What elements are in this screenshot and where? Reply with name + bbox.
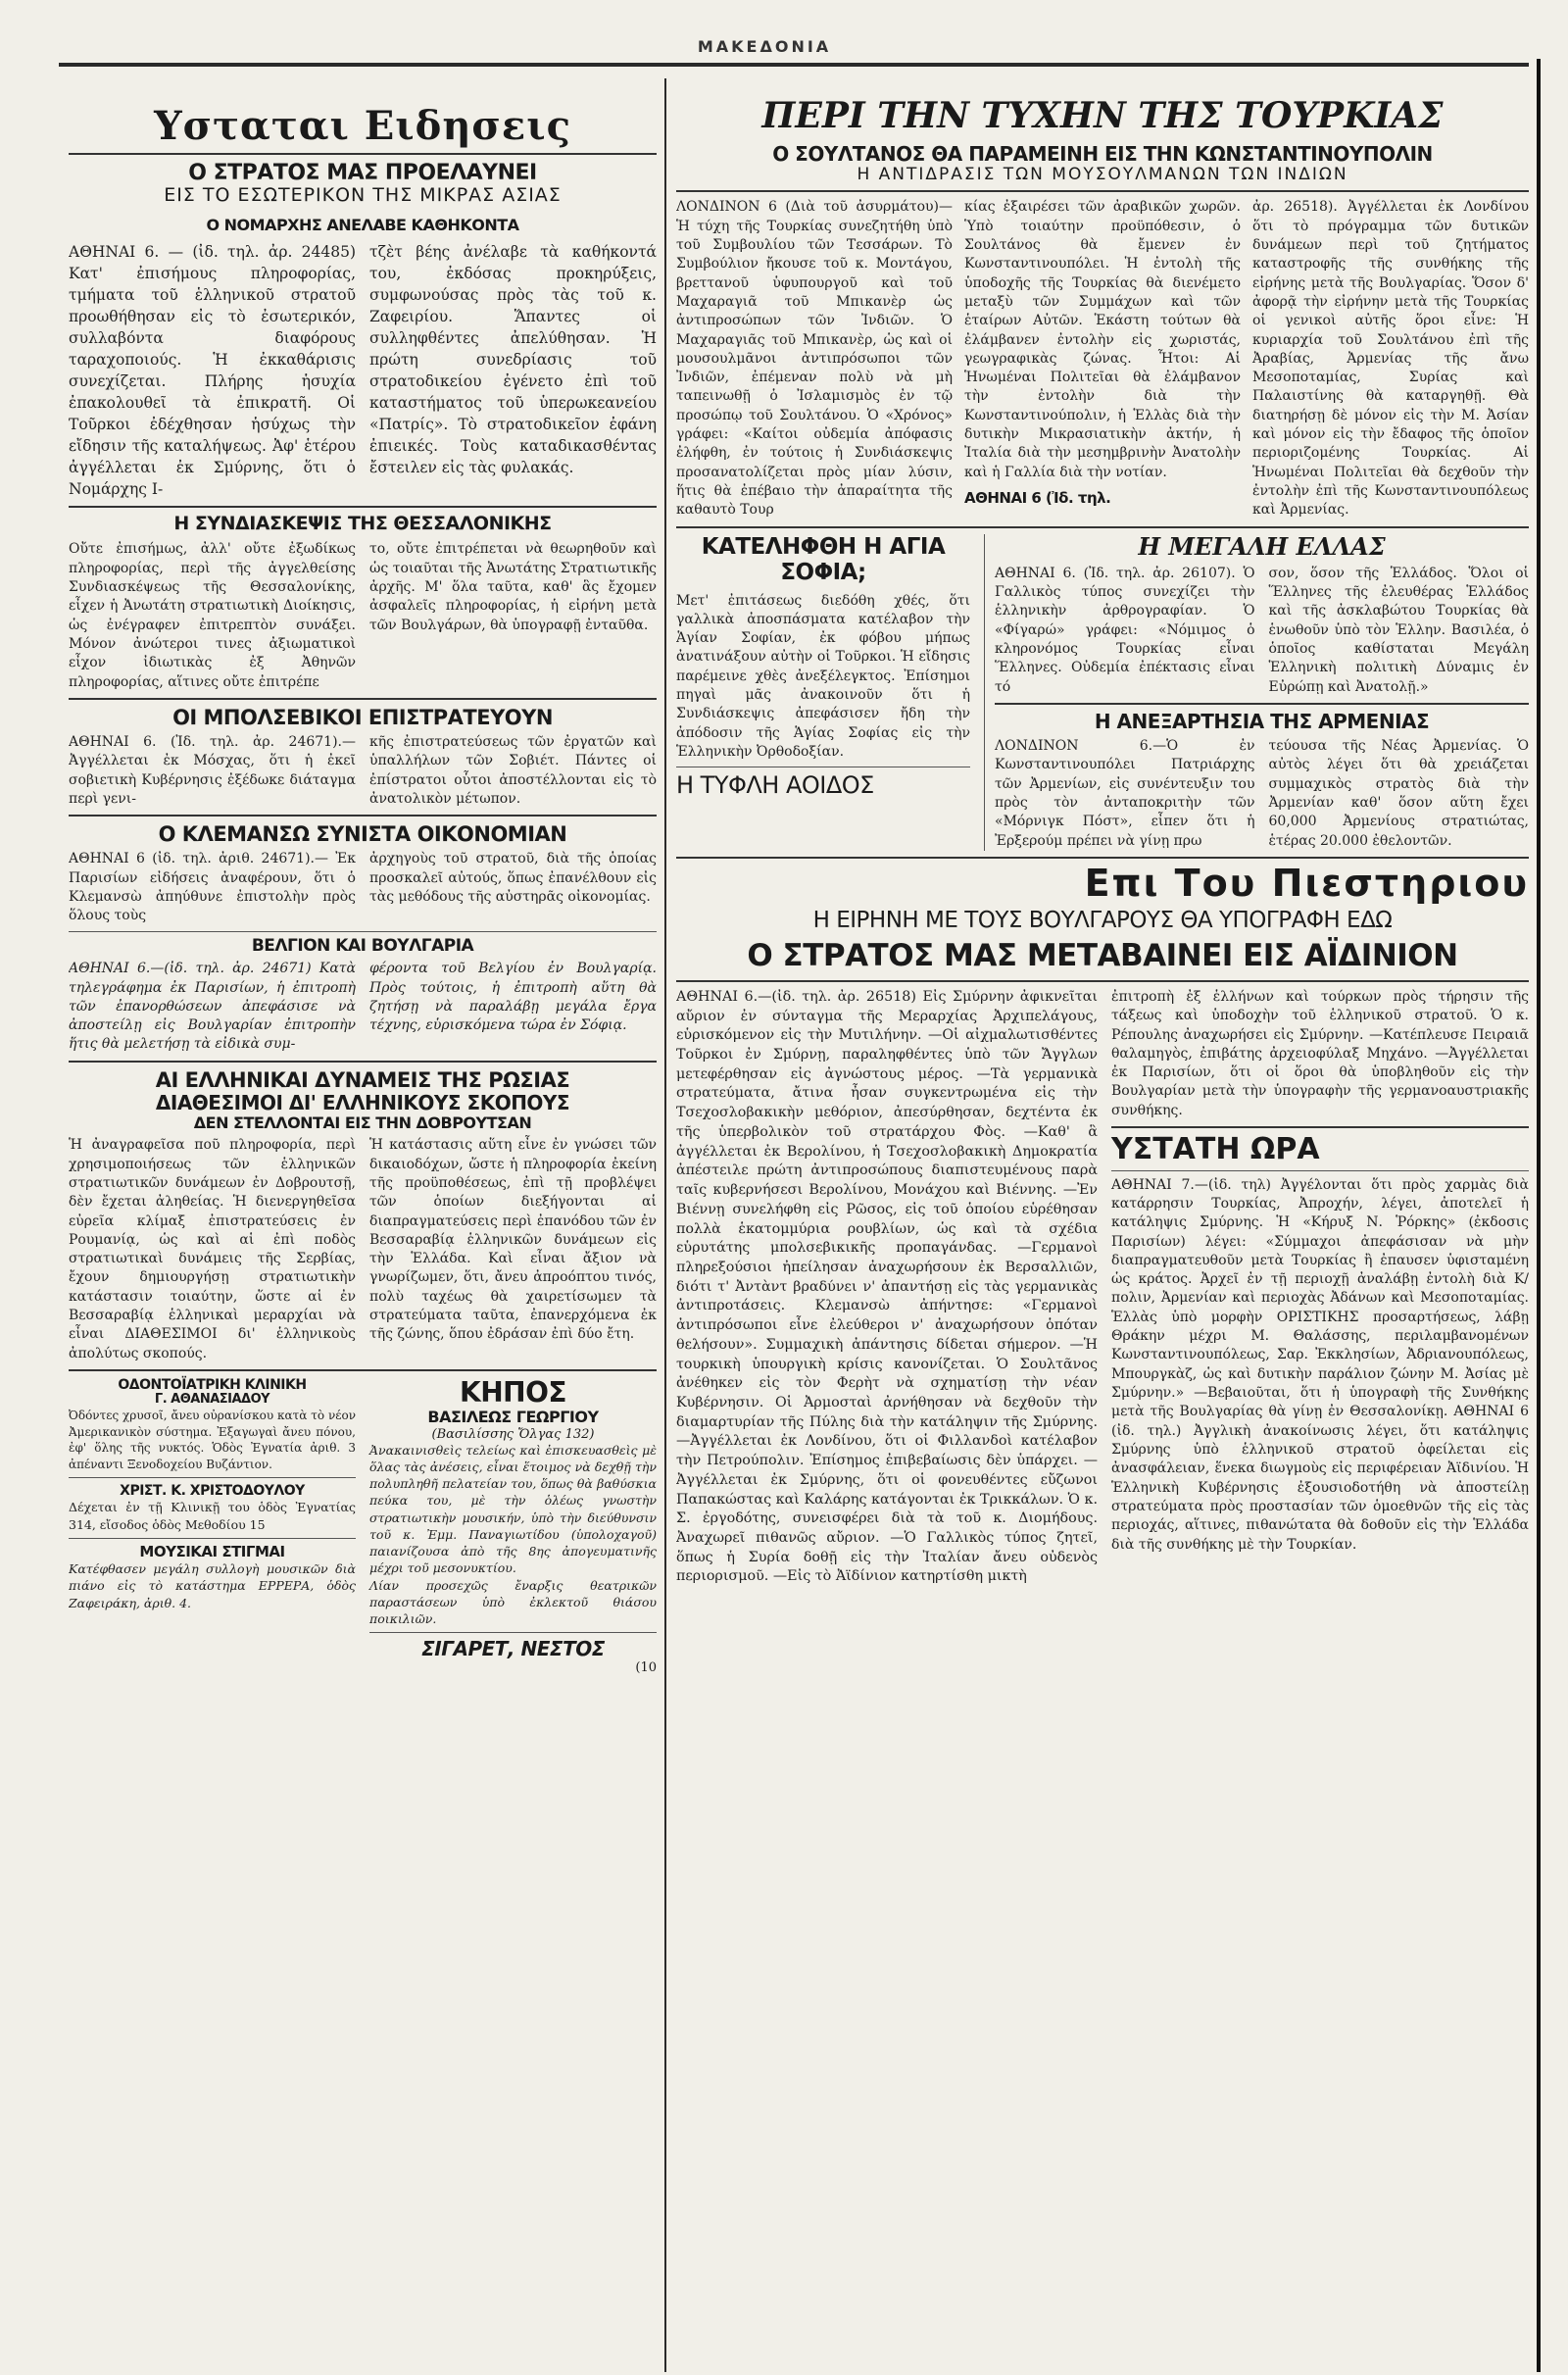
salonica-title: Η ΣΥΝΔΙΑΣΚΕΨΙΣ ΤΗΣ ΘΕΣΣΑΛΟΝΙΚΗΣ (173, 512, 552, 534)
clemenceau-col1: ΑΘΗΝΑΙ 6 (ἰδ. τηλ. ἀριθ. 24671).— Ἐκ Παρισίων εἰδήσεις ἀναφέρουν, ὅτι ὁ Κλεμανσὼ ἀπηύθυνε ἐπιστολὴν πρὸς ὅλους τοὺς (69, 851, 356, 924)
rule (69, 1369, 657, 1371)
rule (69, 815, 657, 816)
rule (69, 931, 657, 932)
column-divider (664, 78, 666, 2372)
mid-section (676, 531, 1529, 851)
bolshevik-article (69, 733, 657, 809)
salonica-col1: Οὔτε ἐπισήμως, ἀλλ' οὔτε ἐξωδίκως πληροφορίας, περὶ τῆς ἀγγελθείσης Συνδιασκέψεως τῆς Θεσσαλονίκης, εἶχεν ἡ Ἀνωτάτη στρατιωτικὴ Διοίκησις, ὡς ἐνέγραφεν ἐπιτρεπτὸν συνάξει. Μόνον ἀνώτεροι τινες ἀξιωματικοὶ εἶχον ἰδιωτικὰς ἐξ Ἀθηνῶν πληροφορίας, αἵτινες οὔτε ἐπιτρέπε (69, 541, 356, 690)
nomarch-col2: τζὲτ βέης ἀνέλαβε τὰ καθήκοντά του, ἐκδόσας προκηρύξεις, συμφωνούσας πρὸς τὰς τοῦ κ. Ζαφειρίου. Ἅπαντες οἱ συλληφθέντες ἀπελύθησαν. Ἡ πρώτη συνεδρίασις τοῦ στρατοδικείου ἐγένετο ἐπὶ τοῦ καταστήματος τοῦ ὑπερωκεανείου «Πατρίς». Τὸ στρατοδικεῖον ἐφάνη ἐπιεικές. Τοὺς καταδικασθέντας ἔστειλεν εἰς τὰς φυλακάς. (369, 242, 657, 476)
ads-left (69, 1377, 356, 1675)
belgium-article (69, 960, 657, 1055)
aidin-col2: ἐπιτροπὴ ἐξ ἑλλήνων καὶ τούρκων πρὸς τήρησιν τῆς τάξεως καὶ ὑποδοχὴν τοῦ ἑλληνικοῦ στρατοῦ. Ὁ κ. Ρέπουλης ἀναχωρήσει εἰς Σμύρνην. —Κατέπλευσε Πειραιᾶ θαλαμηγὸς, ἐπιβάτης ἀρχειοφύλαξ Μηχάνο. —Ἀγγέλλεται ἐκ Παρισίων, ὅτι οἱ ὅροι θὰ ὑποβληθοῦν εἰς τὴν Βουλγαρίαν μετὰ τὴν ὑπογραφὴν τῆς γερμανοαυστριακῆς συνθήκης. (1111, 988, 1529, 1118)
greece-article (995, 565, 1529, 697)
hagia-text: Μετ' ἐπιτάσεως διεδόθη χθές, ὅτι γαλλικὰ ἀποσπάσματα κατέλαβον τὴν Ἁγίαν Σοφίαν, ἐκ φόβου μήπως ἀνατινάξουν αὐτὴν οἱ Τοῦρκοι. Ἡ εἴδησις παρέμεινε χθὲς ἀνεξέλεγκτος. Ἐπίσημοι πηγαὶ μᾶς ἀνακοινοῦν ὅτι ἡ Συνδιάσκεψις ἀπεφάσισεν ἤδη τὴν ἀπόδοσιν τῆς Ἁγίας Σοφίας εἰς τὴν Ἑλληνικὴν Ὀρθοδοξίαν. (676, 592, 970, 761)
rule (69, 1477, 356, 1478)
russia-col1: Ἡ ἀναγραφεῖσα ποῦ πληροφορία, περὶ χρησιμοποιήσεως τῶν ἑλληνικῶν στρατιωτικῶν δυνάμεων ἐν Δοβρουτσῇ, δὲν ἔχεται ἀληθείας. Ἡ διενεργηθεῖσα εὐρεῖα κλίμαξ ἐπιστρατεύσεις ἐν Ρουμανίᾳ, ὡς καὶ αἱ ἐπὶ ποδὸς στρατιωτικαὶ δυνάμεις τῆς Σερβίας, ἔχουν δημιουργήσῃ στρατιωτικὴν κατάστασιν τοιαύτην, ὥστε αἱ ἐν Βεσσαραβίᾳ ἑλληνικαὶ μεραρχίαι νὰ εἶναι ΔΙΑΘΕΣΙΜΟΙ δι' ἑλληνικοὺς ἀπολύτως σκοπούς. (69, 1137, 356, 1361)
turkey-col3: ἀρ. 26518). Ἀγγέλλεται ἐκ Λονδίνου ὅτι τὸ πρόγραμμα τῶν δυτικῶν δυνάμεων περὶ τοῦ ζητήματος καταστροφῆς τῆς συνθήκης τῆς εἰρήνης μετὰ τῆς Βουλγαρίας. Ὅσον δ' ἀφορᾷ τὴν εἰρήνην μετὰ τῆς Τουρκίας οἱ γενικοὶ αὐτῆς ὅροι εἶνε: Ἡ κυριαρχία τοῦ Σουλτάνου ἐπὶ τῆς Ἀραβίας, Ἀρμενίας τῆς ἄνω Μεσοποταμίας, Συρίας καὶ Παλαιστίνης θὰ καταργηθῇ. Θὰ διατηρήσῃ δὲ μόνον εἰς τὴν Μ. Ἀσίαν καὶ μόνον εἰς τὴν ἔδαφος τῆς ὁποῖον περιοριζομένης Τουρκίας. Αἱ Ἡνωμέναι Πολιτεῖαι θὰ δεχθοῦν τὴν ἐντολὴν ἐπὶ τῆς Κωνσταντινουπόλεως καὶ Ἀρμενίας. (1252, 199, 1529, 519)
rule (995, 703, 1529, 705)
turkey-article (676, 198, 1529, 520)
clemenceau-article (69, 850, 657, 925)
top-rule (59, 63, 1529, 67)
ad-cigarette: ΣΙΓΑΡΕΤ, ΝΕΣΤΟΣ (421, 1637, 605, 1661)
aidin-col1: ΑΘΗΝΑΙ 6.—(ἰδ. τηλ. ἀρ. 26518) Εἰς Σμύρνην ἀφικνεῖται αὔριον ἐν σύνταγμα τῆς Μεραρχίας Ἀρχιπελάγους, εὑρισκόμενον εἰς τὴν Μυτιλήνην. —Οἱ αἰχμαλωτισθέντες Τοῦρκοι ἐν Σμύρνῃ, παραληφθέντες ὑπὸ τῶν Ἄγγλων μετεφέρθησαν εἰς ἀγνώστους μέρος. —Τὰ γερμανικὰ στρατεύματα, ἄτινα ἦσαν συγκεντρωμένα εἰς τὴν Τσεχοσλοβακικὴν μεθόριον, ἀπεσύρθησαν, δεχτέντα ἐκ τῆς ὑπερβολικὸν τοῦ στρατάρχου Φὸς. —Καθ' ἃ ἀγγέλλεται ἐκ Βερολίνου, ἡ Τσεχοσλοβακικὴ Δημοκρατία ἀπέστειλε πρώτη ἀντιπροσώπους διαπιστευμένους παρὰ ταῖς κυβερνήσεσι Βερολίνου, Μονάχου καὶ Βιέννης. —Ἐν Βιέννῃ συνελήφθη εἰς Ρῶσος, εἰς τοῦ ὁποίου εὑρέθησαν πολλὰ ἑκατομμύρια ρουβλίων, ὡς καὶ τὰ σχέδια εὑρυτάτης μπολσεβικικῆς προπαγάνδας. —Γερμανοὶ πληρεξούσιοι ἠπείλησαν ἀναχωρήσουν ἐκ Βερσαλλιῶν, διότι τ' Ἀντὰντ βραδύνει ν' ἀπαντήσῃ εἰς τὰς γερμανικὰς ἀντιπροτάσεις. Κλεμανσὼ ἀπήντησε: «Γερμανοὶ ἀντιπρόσωποι εἶνε ἐλεύθεροι ν' ἀναχωρήσουν ὁπόταν θελήσουν». Συμμαχικὴ ἀπάντησις δίδεται σήμερον. —Ἡ τουρκικὴ ὑπουργικὴ κρίσις κανονίζεται. Ὁ Σουλτᾶνος ἀνέθηκεν εἰς τὸν Φερὴτ νὰ σχηματίσῃ τὴν νέαν Κυβέρνησιν. Οἱ Ἀρμοσταὶ ἀρνήθησαν νὰ δεχθοῦν τὴν διαμαρτυρίαν τῆς Πύλης διὰ τὴν κατάληψιν τῆς Σμύρνης. —Ἀγγέλλεται ἐκ Λονδίνου, ὅτι οἱ Φιλλανδοὶ κατέλαβον τὴν Πετρούπολιν. Ἐπίσημος ἐπιβεβαίωσις δὲν ὑπάρχει. —Ἀγγέλλεται ἐκ Σμύρνης, ὅτι οἱ φονευθέντες εὔζωνοι Παπακώστας καὶ Καλάρης κατάγονται ἐκ Τρικκάλων. Ὁ κ. Σ. ἐργοδότης, συνεισφέρει διὰ τὰ τοῦ κ. Διομήδους. Ἀναχωρεῖ πιθανῶς αὔριον. —Ὁ Γαλλικὸς τύπος ζητεῖ, ὅπως ἡ Συρία δοθῇ εἰς τὴν Ἰταλίαν ἄνευ οὐδενὸς περιορισμοῦ. —Εἰς τὸ Ἀϊδίνιον κατηρτίσθη μικτὴ (676, 988, 1098, 1585)
aidin-left (676, 988, 1098, 1587)
turkey-col2: κίας ἐξαιρέσει τῶν ἀραβικῶν χωρῶν. Ὑπὸ τοιαύτην προϋπόθεσιν, ὁ Σουλτάνος θὰ ἔμενεν ἐν Κωνσταντινουπόλει. Ἡ ἐντολὴ τῆς ὑποδοχῆς τῆς Τουρκίας θὰ διενέμετο μεταξὺ τῶν Συμμάχων καὶ τῶν ἑταίρων Αὐτῶν. Ἑκάστη τούτων θὰ ἐλάμβανεν ἐντολὴν εἰς χωριστάς, γεωγραφικὰς ζώνας. Ἧτοι: Αἱ Ἡνωμέναι Πολιτεῖαι θὰ ἐλάμβανον τὴν ἐντολὴν διὰ τὴν Κωνσταντινούπολιν, ἡ Ἑλλὰς διὰ τὴν δυτικὴν Μικρασιατικὴν ἀκτήν, ἡ Ἰταλία διὰ τὴν μεσημβρινὴν Ἀνατολὴν καὶ ἡ Γαλλία διὰ τὴν νοτίαν. (964, 199, 1241, 480)
rule (369, 1632, 657, 1633)
ad-garden-text: Ἀνακαινισθεὶς τελείως καὶ ἐπισκευασθεὶς μὲ ὅλας τὰς ἀνέσεις, εἶναι ἕτοιμος νὰ δεχθῇ τὴν πολυπληθῆ πελατείαν του, ὅπως θὰ βαθύσκια πεύκα του, μὲ τὴν ὁλέως γνωστὴν στρατιωτικὴν μουσικήν, ὑπὸ τὴν διεύθυνσιν τοῦ κ. Ἐμμ. Παναγιωτίδου (ὑπολοχαγοῦ) παιανίζουσα ἀπὸ τῆς 8ης ἀπογευματινῆς μέχρι τοῦ μεσονυκτίου. (369, 1442, 657, 1576)
rule (1111, 1126, 1529, 1128)
sultan-title: Ο ΣΟΥΛΤΑΝΟΣ ΘΑ ΠΑΡΑΜΕΙΝΗ ΕΙΣ ΤΗΝ ΚΩΝΣΤΑΝΤΙΝΟΥΠΟΛΙΝ (772, 141, 1433, 166)
masthead: ΜΑΚΕΔΟΝΙΑ (697, 37, 832, 56)
greece-col2: σον, ὅσον τῆς Ἑλλάδος. Ὅλοι οἱ Ἕλληνες τῆς ἐλευθέρας Ἑλλάδος καὶ τῆς ἀσκλαβώτου Τουρκίας θὰ ἑνωθοῦν ὑπὸ τὸν Ἑλλην. Βασιλέα, ὁ ὁποῖος καθίσταται Μεγάλη Ἑλληνικὴ πολιτικὴ Δύναμις ἐν Εὐρώπῃ καὶ Ἀνατολῇ.» (1268, 565, 1529, 695)
clemenceau-title: Ο ΚΛΕΜΑΝΣΩ ΣΥΝΙΣΤΑ ΟΙΚΟΝΟΜΙΑΝ (158, 822, 567, 847)
last-text: ΑΘΗΝΑΙ 7.—(ἰδ. τηλ) Ἀγγέλονται ὅτι πρὸς χαρμὰς διὰ κατάρρησιν Τουρκίας, Ἀπροχήν, λέγει, ἀποτελεῖ ἡ κατάληψις Σμύρνης. Ἡ «Κήρυξ Ν. Ῥόρκης» (ἐκδοσις Παρισίων) λέγει: «Σύμμαχοι ἀπεφάσισαν νὰ μὴν διαπραγματευθοῦν μετὰ Τουρκίας ἢ ἐπαυσεν ὑφισταμένη ὡς κράτος. Ἀρχεῖ ἐν τῇ περιοχῇ ἀναλάβῃ ἐντολὴ διὰ Κ/πολιν, Ἀρμενίαν καὶ περιοχὰς Ἀδάνων καὶ Μεσοποταμίας. Ἑλλὰς ὑπὸ μορφὴν ΟΡΙΣΤΙΚΗΣ προσαρτήσεως, λάβῃ Θράκην μέχρι Μ. Θαλάσσης, περιλαμβανομένων Κωνσταντινουπόλεως, Σαρ. Ἐκκλησίων, Ἀδριανουπόλεως, Μπουργκὰζ, ὡς καὶ δυτικὴν παράλιον ζώνην Μ. Ἀσίας μὲ Σμύρνην.» —Βεβαιοῦται, ὅτι ἡ ὑπογραφὴ τῆς Συνθήκης μετὰ τῆς Βουλγαρίας θὰ γίνῃ ἐν Θεσσαλονίκῃ. ΑΘΗΝΑΙ 6 (ἰδ. τηλ.) Ἀγγλικὴ ἀνακοίνωσις λέγει, ὅτι κατάληψις Σμύρνης ὑπὸ ἑλληνικοῦ στρατοῦ ὀφείλεται εἰς ἀνασφάλειαν, ἕνεκα διωγμοὺς εἰς περιφέρειαν Ἀϊδινίου. Ἡ Ἑλληνικὴ Κυβέρνησις ἐξουσιοδοτήθη νὰ ἀποστείλῃ στρατεύματα πρὸς προστασίαν τῶν ὁμοεθνῶν τῆς εἰς τὰς περιοχάς, αἵτινες, πιθανώτατα θὰ δοθοῦν εἰς τὴν Ἑλλάδα διὰ τῆς συνθήκης μὲ τὴν Τουρκίαν. (1111, 1176, 1529, 1553)
ads-right (369, 1377, 657, 1675)
belgium-col2: φέροντα τοῦ Βελγίου ἐν Βουλγαρίᾳ. Πρὸς τούτοις, ἡ ἐπιτροπὴ αὕτη θὰ ζητήσῃ νὰ παραλάβῃ μεγάλα ἔργα τέχνης, εὑρισκόμενα τώρα ἐν Σόφιᾳ. (369, 961, 657, 1034)
ad-page-num: (10 (635, 1660, 657, 1676)
rule (676, 980, 1529, 982)
sultan-sub: Η ΑΝΤΙΔΡΑΣΙΣ ΤΩΝ ΜΟΥΣΟΥΛΜΑΝΩΝ ΤΩΝ ΙΝΔΙΩΝ (857, 164, 1348, 184)
ad-dentist-title: ΟΔΟΝΤΟΪΑΤΡΙΚΗ ΚΛΙΝΙΚΗ (118, 1377, 307, 1394)
armenia-col1: ΛΟΝΔΙΝΟΝ 6.—Ὁ ἐν Κωνσταντινουπόλει Πατριάρχης τῶν Ἀρμενίων, εἰς συνέντευξιν του πρὸς τὸν ἀνταποκριτὴν τῶν «Μόρνιγκ Πόστ», εἶπεν ὅτι ἡ Ἐρξερούμ πρέπει νὰ γίνῃ πρω (995, 738, 1255, 849)
main-title: Υσταται Ειδησεις (154, 103, 571, 149)
ad-garden-title: ΚΗΠΟΣ (460, 1376, 566, 1410)
russia-sub2: ΔΕΝ ΣΤΕΛΛΟΝΤΑΙ ΕΙΣ ΤΗΝ ΔΟΒΡΟΥΤΣΑΝ (193, 1113, 532, 1132)
ad-dentist-text: Ὀδόντες χρυσοῖ, ἄνευ οὐρανίσκου κατὰ τὸ νέον Ἀμερικανικὸν σύστημα. Ἐξαγωγαὶ ἄνευ πόνου, ἐφ' ὅλης τῆς νυκτός. Ὁδὸς Ἐγνατία ἀριθ. 3 ἀπέναντι Ξενοδοχείου Βυζάντιον. (69, 1409, 356, 1471)
hagia-title: ΚΑΤΕΛΗΦΘΗ Η ΑΓΙΑ ΣΟΦΙΑ; (701, 533, 946, 586)
rule (69, 506, 657, 508)
nomarch-article (69, 241, 657, 500)
russia-article (69, 1136, 657, 1363)
turkey-col1: ΛΟΝΔΙΝΟΝ 6 (Διὰ τοῦ ἀσυρμάτου)— Ἡ τύχη τῆς Τουρκίας συνεζητήθη ὑπὸ τοῦ Συμβουλίου τῶν Τεσσάρων. Τὸ Συμβούλιον ἤκουσε τοῦ κ. Μοντάγου, βρεττανοῦ ὑφυπουργοῦ καὶ τοῦ Μαχαραγιᾶ τοῦ Μπικανὲρ ὡς ἀντιπροσώπων τῶν Ἰνδιῶν. Ὁ Μαχαραγιᾶς τοῦ Μπικανὲρ, ὡς καὶ οἱ μουσουλμᾶνοι ἀντιπρόσωποι τῶν Ἰνδιῶν, ἐπέμεναν πολὺ νὰ μὴ ταπεινωθῇ ὁ Ἰσλαμισμὸς ἐν τῷ προσώπῳ τοῦ Σουλτάνου. Ὁ «Χρόνος» γράφει: «Καίτοι οὐδεμία ἀπόφασις ἐλήφθη, ἐν τούτοις ἡ Συνδιάσκεψις προσανατολίζεται πρὸς μίαν λύσιν, ἥτις θὰ ἐπέβαιο τὴν ἀπαραίτητα τῆς καθαυτὸ Τουρ (676, 199, 953, 519)
greece-title: Η ΜΕΓΑΛΗ ΕΛΛΑΣ (1138, 531, 1386, 561)
aidin-right (1111, 988, 1529, 1587)
salonica-article (69, 540, 657, 692)
last-title: ΥΣΤΑΤΗ ΩΡΑ (1111, 1132, 1320, 1167)
army-subtitle: ΕΙΣ ΤΟ ΕΣΩΤΕΡΙΚΟΝ ΤΗΣ ΜΙΚΡΑΣ ΑΣΙΑΣ (164, 184, 562, 207)
ad-doctor-title: ΧΡΙΣΤ. Κ. ΧΡΙΣΤΟΔΟΥΛΟΥ (120, 1483, 305, 1500)
rule (676, 526, 1529, 528)
rule (69, 1061, 657, 1063)
russia-col2: Ἡ κατάστασις αὕτη εἶνε ἐν γνώσει τῶν δικαιοδόχων, ὥστε ἡ πληροφορία ἐκείνη τῆς προϋποθέσεως, ἐπὶ τῇ προβλέψει τῶν ὁποίων διεξήγονται αἱ διαπραγματεύσεις περὶ ἐπανόδου τῶν ἐν Βεσσαραβίᾳ ἑλληνικῶν δυνάμεων εἰς τὴν Ἑλλάδα. Καὶ εἶναι ἄξιον νὰ γνωρίζωμεν, ὅτι, ἄνευ ἀπροόπτου τινός, πολὺ ταχέως θὰ χαιρετίσωμεν τὰ στρατεύματα ταῦτα, ἐπανερχόμενα ἐκ τῆς ζώνης, ὅπου ἐδράσαν ἐπὶ δύο ἔτη. (369, 1137, 657, 1343)
armenia-article (995, 737, 1529, 851)
armenia-col2: τεύουσα τῆς Νέας Ἀρμενίας. Ὁ αὐτὸς λέγει ὅτι θὰ χρειάζεται συμμαχικὸς στρατὸς διὰ τὴν Ἀρμενίαν καθ' ὅσον αὕτη ἔχει 60,000 Ἀρμενίους στρατιώτας, ἑτέρας 20.000 ἐθελοντῶν. (1268, 738, 1529, 849)
ad-garden-sub: ΒΑΣΙΛΕΩΣ ΓΕΩΡΓΙΟΥ (427, 1408, 599, 1427)
belgium-title: ΒΕΛΓΙΟΝ ΚΑΙ ΒΟΥΛΓΑΡΙΑ (251, 935, 474, 956)
rule (676, 190, 1529, 192)
belgium-col1: ΑΘΗΝΑΙ 6.—(ἰδ. τηλ. ἀρ. 24671) Κατὰ τηλεγράφημα ἐκ Παρισίων, ἡ ἐπιτροπὴ τῶν ἐπανορθώσεων ἀπεφάσισε νὰ ἀποστείλῃ εἰς Βουλγαρίαν ἐπιτροπὴν ἥτις θὰ μελετήσῃ τὰ εἰδικὰ συμ- (69, 961, 356, 1053)
ad-doctor-text: Δέχεται ἐν τῇ Κλινικῇ του ὁδὸς Ἐγνατίας 314, εἴσοδος ὁδὸς Μεθοδίου 15 (69, 1500, 356, 1532)
aidin-section (676, 988, 1529, 1587)
ads-area (69, 1377, 657, 1675)
greece-block (984, 531, 1529, 851)
rule (69, 698, 657, 700)
page-edge (1537, 59, 1541, 2372)
army-title: Ο ΣΤΡΑΤΟΣ ΜΑΣ ΠΡΟΕΛΑΥΝΕΙ (188, 161, 537, 185)
rule (1111, 1170, 1529, 1171)
bolshevik-col1: ΑΘΗΝΑΙ 6. (Ἰδ. τηλ. ἀρ. 24671).— Ἀγγέλλεται ἐκ Μόσχας, ὅτι ἡ ἐκεῖ σοβιετικὴ Κυβέρνησις ἐξέδωκε διάταγμα περὶ γενι- (69, 734, 356, 807)
salonica-col2: το, οὔτε ἐπιτρέπεται νὰ θεωρηθοῦν καὶ ὡς τοιαῦται τῆς Ἀνωτάτης Στρατιωτικῆς ἀρχῆς. Μ' ὅλα ταῦτα, καθ' ἃς ἔχομεν ἀσφαλεῖς πληροφορίας, ἡ εἰρήνη μετὰ τῶν Βουλγάρων, θὰ ὑπογραφῇ ἐνταῦθα. (369, 541, 657, 633)
press-title: Επι Του Πιεστηριου (1084, 861, 1529, 905)
singer-title: Η ΤΥΦΛΗ ΑΟΙΔΟΣ (676, 771, 874, 800)
nomarch-title: Ο ΝΟΜΑΡΧΗΣ ΑΝΕΛΑΒΕ ΚΑΘΗΚΟΝΤΑ (206, 216, 519, 235)
turkey-title: ΠΕΡΙ ΤΗΝ ΤΥΧΗΝ ΤΗΣ ΤΟΥΡΚΙΑΣ (761, 95, 1444, 136)
peace-title: Η ΕΙΡΗΝΗ ΜΕ ΤΟΥΣ ΒΟΥΛΓΑΡΟΥΣ ΘΑ ΥΠΟΓΡΑΦΗ ΕΔΩ (812, 907, 1393, 933)
greece-col1: ΑΘΗΝΑΙ 6. (Ἰδ. τηλ. ἀρ. 26107). Ὁ Γαλλικὸς τύπος συνεχίζει τὴν ἑλληνικὴν ἀρθρογραφίαν. Ὁ «Φίγαρώ» γράφει: «Νόμιμος ὁ κληρονόμος Τουρκίας εἶναι Ἕλληνες. Οὐδεμία ἐπέκτασις εἶναι τό (995, 565, 1255, 695)
clemenceau-col2: ἀρχηγοὺς τοῦ στρατοῦ, διὰ τῆς ὁποίας προσκαλεῖ αὐτούς, ὅπως ἐπανέλθουν εἰς τὰς μεθόδους τῆς αὐστηρᾶς οἰκονομίας. (369, 851, 657, 906)
ad-garden-note: Λίαν προσεχῶς ἔναρξις θεατρικῶν παραστάσεων ὑπὸ ἐκλεκτοῦ θιάσου ποικιλιῶν. (369, 1577, 657, 1627)
nomarch-col1: ΑΘΗΝΑΙ 6. — (ἰδ. τηλ. ἀρ. 24485) Κατ' ἐπισήμους πληροφορίας, τμήματα τοῦ ἑλληνικοῦ στρατοῦ προωθήθησαν εἰς τὸ ἐσωτερικόν, συλλαβόντα διαφόρους ταραχοποιούς. Ἡ ἐκκαθάρισις συνεχίζεται. Πλήρης ἡσυχία ἐπακολουθεῖ τὰ ἐπικρατῆ. Οἱ Τοῦρκοι ἐδέχθησαν ἡσύχως τὴν εἴδησιν τῆς καταλήψεως. Ἀφ' ἑτέρου ἀγγέλλεται ἐκ Σμύρνης, ὅτι ὁ Νομάρχης Ι- (69, 242, 356, 498)
rule (69, 1538, 356, 1539)
ad-music-title: ΜΟΥΣΙΚΑΙ ΣΤΙΓΜΑΙ (139, 1542, 285, 1560)
ad-garden-sub2: (Βασιλίσσης Ὄλγας 132) (431, 1426, 595, 1442)
right-column (676, 78, 1529, 2362)
russia-sub: ΔΙΑΘΕΣΙΜΟΙ ΔΙ' ΕΛΛΗΝΙΚΟΥΣ ΣΚΟΠΟΥΣ (155, 1090, 570, 1114)
left-column (69, 78, 657, 2362)
bolshevik-title: ΟΙ ΜΠΟΛΣΕΒΙΚΟΙ ΕΠΙΣΤΡΑΤΕΥΟΥΝ (172, 705, 553, 729)
ad-music-text: Κατέφθασεν μεγάλη συλλογὴ μουσικῶν διὰ πιάνο εἰς τὸ κατάστημα ΕΡΡΕΡΑ, ὁδὸς Ζαφειράκη, ἀριθ. 4. (69, 1561, 356, 1610)
rule (69, 153, 657, 155)
bolshevik-col2: κῆς ἐπιστρατεύσεως τῶν ἐργατῶν καὶ ὑπαλλήλων τῶν Σοβιέτ. Πάντες οἱ ἐπίστρατοι οὗτοι ἀποστέλλονται εἰς τὸ ἀνατολικὸν μέτωπον. (369, 734, 657, 807)
armenia-title: Η ΑΝΕΞΑΡΤΗΣΙΑ ΤΗΣ ΑΡΜΕΝΙΑΣ (1094, 710, 1430, 734)
athens6-label: ΑΘΗΝΑΙ 6 (Ἰδ. τηλ. (964, 489, 1111, 508)
ad-dentist-name: Γ. ΑΘΑΝΑΣΙΑΔΟΥ (154, 1392, 270, 1408)
hagia-block (676, 534, 970, 851)
rule (676, 857, 1529, 859)
aidin-title: Ο ΣΤΡΑΤΟΣ ΜΑΣ ΜΕΤΑΒΑΙΝΕΙ ΕΙΣ ΑΪΔΙΝΙΟΝ (747, 938, 1458, 974)
russia-title: ΑΙ ΕΛΛΗΝΙΚΑΙ ΔΥΝΑΜΕΙΣ ΤΗΣ ΡΩΣΙΑΣ (155, 1067, 570, 1092)
